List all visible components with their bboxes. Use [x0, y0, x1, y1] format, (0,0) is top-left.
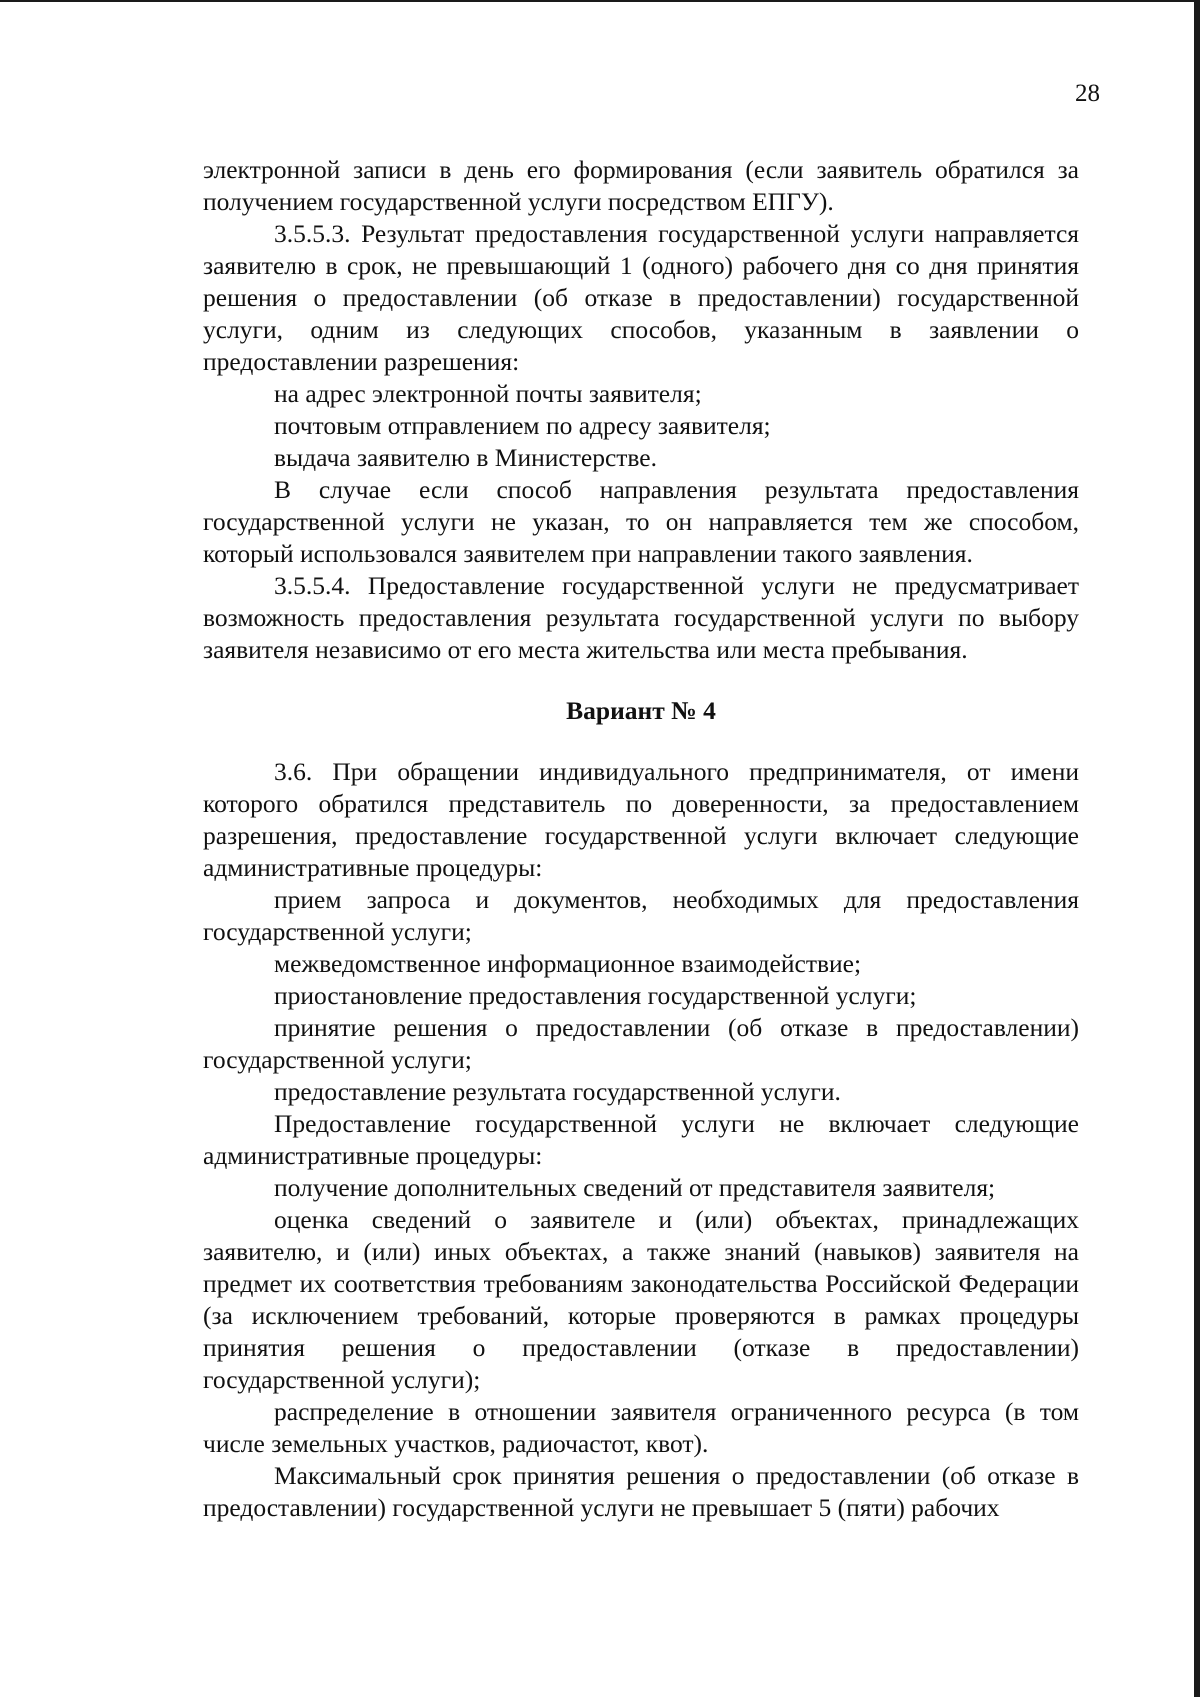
list-item-ministry: выдача заявителю в Министерстве. — [274, 443, 657, 472]
list-item-result: предоставление результата государственной услуги. — [274, 1077, 841, 1106]
paragraph-3-5-5-4: 3.5.5.4. Предоставление государственной услуги не предусматривает возможность предоставления результата государственной услуги по выбору заявителя независимо от его места жительства или места пребывания. — [203, 571, 1079, 664]
list-item-reception: прием запроса и документов, необходимых для предоставления государственной услуги; — [203, 885, 1079, 946]
list-item-assessment: оценка сведений о заявителе и (или) объектах, принадлежащих заявителю, и (или) иных объектах, а также знаний (навыков) заявителя на предмет их соответствия требованиям законодательства Российской Федерации (за исключением требований, которые проверяются в рамках процедуры принятия решения о предоставлении (отказе в предоставлении) государственной услуги); — [203, 1205, 1079, 1394]
list-item-interagency: межведомственное информационное взаимодействие; — [274, 949, 862, 978]
list-item-resource: распределение в отношении заявителя ограниченного ресурса (в том числе земельных участков, радиочастот, квот). — [203, 1397, 1079, 1458]
paragraph-max-term: Максимальный срок принятия решения о предоставлении (об отказе в предоставлении) государственной услуги не превышает 5 (пяти) рабочих — [203, 1461, 1079, 1522]
list-item-additional-info: получение дополнительных сведений от представителя заявителя; — [274, 1173, 996, 1202]
paragraph-not-included: Предоставление государственной услуги не включает следующие административные процедуры: — [203, 1109, 1079, 1170]
document-body — [203, 154, 1079, 1524]
paragraph-3-5-5-3: 3.5.5.3. Результат предоставления государственной услуги направляется заявителю в срок, не превышающий 1 (одного) рабочего дня со дня принятия решения о предоставлении (об отказе в предоставлении) государственной услуги, одним из следующих способов, указанным в заявлении о предоставлении разрешения: — [203, 219, 1079, 376]
paragraph-3-6: 3.6. При обращении индивидуального предпринимателя, от имени которого обратился представитель по доверенности, за предоставлением разрешения, предоставление государственной услуги включает следующие административные процедуры: — [203, 757, 1079, 882]
scan-edge-right — [1194, 0, 1200, 1697]
page-number: 28 — [1075, 80, 1100, 107]
section-heading-variant-4: Вариант № 4 — [566, 696, 716, 725]
paragraph-continuation: электронной записи в день его формирования (если заявитель обратился за получением государственной услуги посредством ЕПГУ). — [203, 155, 1079, 216]
list-item-suspension: приостановление предоставления государственной услуги; — [274, 981, 917, 1010]
list-item-email: на адрес электронной почты заявителя; — [274, 379, 702, 408]
scan-edge-top — [0, 0, 1200, 2]
list-item-post: почтовым отправлением по адресу заявителя; — [274, 411, 771, 440]
paragraph-method-unspecified: В случае если способ направления результата предоставления государственной услуги не указан, то он направляется тем же способом, который использовался заявителем при направлении такого заявления. — [203, 475, 1079, 568]
list-item-decision: принятие решения о предоставлении (об отказе в предоставлении) государственной услуги; — [203, 1013, 1079, 1074]
